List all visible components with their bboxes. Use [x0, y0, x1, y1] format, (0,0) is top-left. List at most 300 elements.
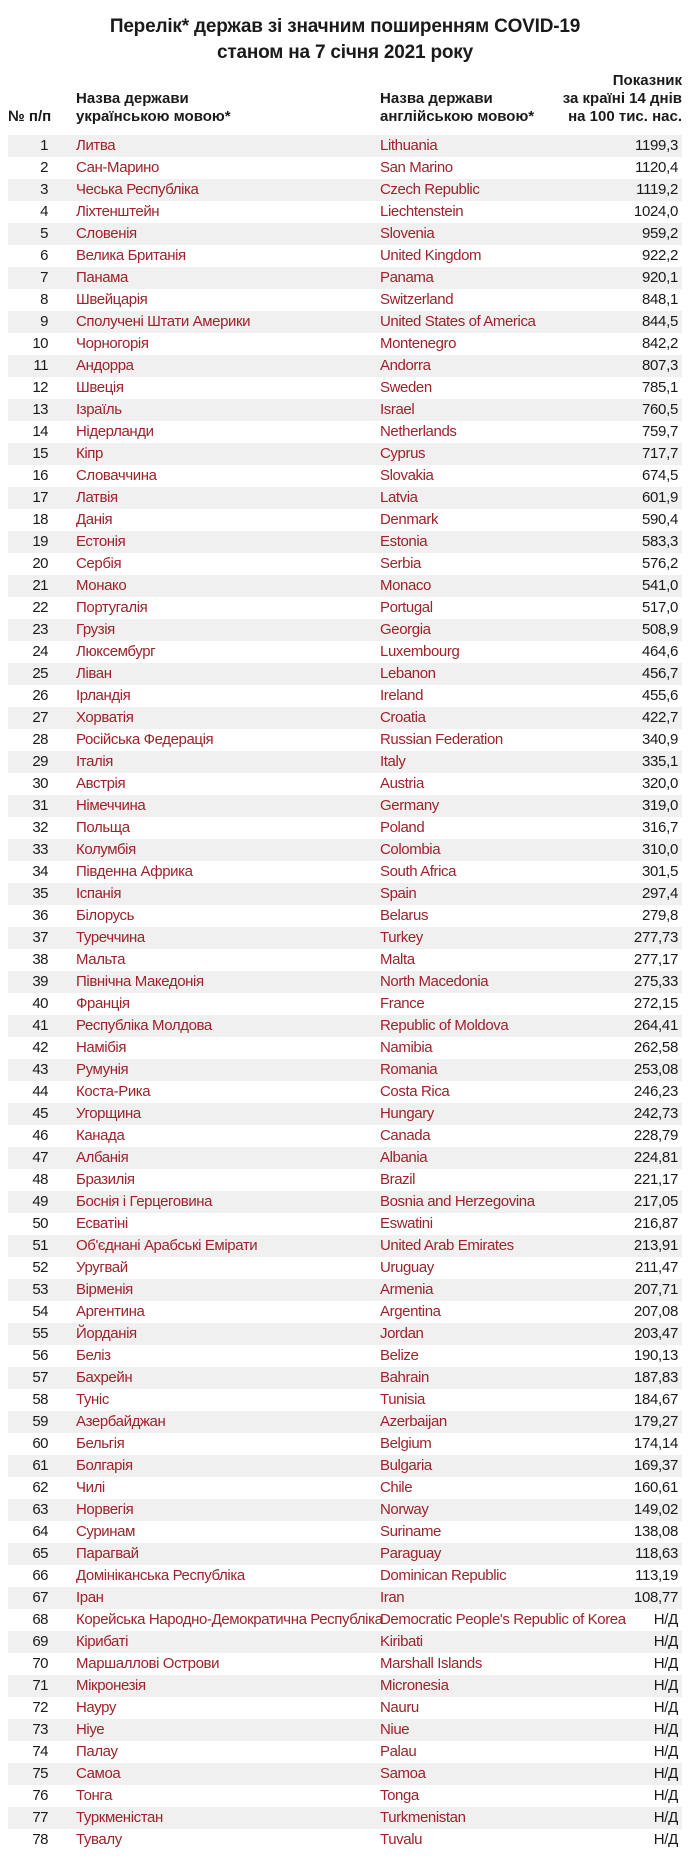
country-name-ukrainian: Словаччина — [76, 467, 157, 484]
indicator-value: 217,05 — [633, 1193, 678, 1210]
indicator-value: Н/Д — [653, 1655, 678, 1672]
country-name-english: Uruguay — [380, 1259, 434, 1276]
indicator-value: 310,0 — [641, 841, 678, 858]
table-row — [8, 157, 682, 179]
country-name-ukrainian: Ізраїль — [76, 401, 122, 418]
indicator-value: 842,2 — [641, 335, 678, 352]
country-name-ukrainian: Намібія — [76, 1039, 127, 1056]
indicator-value: 253,08 — [633, 1061, 678, 1078]
title-line-2: станом на 7 січня 2021 року — [217, 42, 473, 63]
row-number: 77 — [32, 1809, 48, 1826]
row-number: 60 — [32, 1435, 48, 1452]
country-name-ukrainian: Російська Федерація — [76, 731, 214, 748]
country-name-english: Bulgaria — [380, 1457, 432, 1474]
country-name-english: Eswatini — [380, 1215, 433, 1232]
indicator-value: 508,9 — [641, 621, 678, 638]
indicator-value: Н/Д — [653, 1765, 678, 1782]
table-row — [8, 1191, 682, 1213]
country-name-english: Ireland — [380, 687, 424, 704]
indicator-value: 576,2 — [641, 555, 678, 572]
indicator-value: 301,5 — [641, 863, 678, 880]
country-name-english: Panama — [380, 269, 434, 286]
country-name-english: United States of America — [380, 313, 536, 330]
country-name-english: Turkey — [380, 929, 423, 946]
table-row — [8, 245, 682, 267]
country-name-english: South Africa — [380, 863, 457, 880]
country-name-english: Liechtenstein — [380, 203, 464, 220]
country-name-ukrainian: Республіка Молдова — [76, 1017, 212, 1034]
row-number: 25 — [32, 665, 48, 682]
country-name-ukrainian: Палау — [76, 1743, 118, 1760]
table-row — [8, 421, 682, 443]
indicator-value: Н/Д — [653, 1677, 678, 1694]
indicator-value: 316,7 — [641, 819, 678, 836]
table-row — [8, 1213, 682, 1235]
country-name-ukrainian: Кірибаті — [76, 1633, 129, 1650]
country-name-ukrainian: Тувалу — [76, 1831, 122, 1848]
indicator-value: Н/Д — [653, 1809, 678, 1826]
row-number: 72 — [32, 1699, 48, 1716]
indicator-value: 118,63 — [635, 1545, 678, 1562]
row-number: 6 — [40, 247, 48, 264]
row-number: 74 — [32, 1743, 48, 1760]
header-name-english — [380, 90, 534, 126]
country-name-ukrainian: Люксембург — [76, 643, 156, 660]
row-number: 58 — [32, 1391, 48, 1408]
country-name-english: Chile — [380, 1479, 413, 1496]
country-name-english: Republic of Moldova — [380, 1017, 509, 1034]
country-name-english: Sweden — [380, 379, 432, 396]
country-name-english: Netherlands — [380, 423, 457, 440]
country-name-ukrainian: Аргентина — [76, 1303, 145, 1320]
country-name-english: Samoa — [380, 1765, 426, 1782]
table-row — [8, 1367, 682, 1389]
country-name-ukrainian: Ліван — [76, 665, 112, 682]
row-number: 51 — [32, 1237, 48, 1254]
table-row — [8, 1653, 682, 1675]
row-number: 64 — [32, 1523, 48, 1540]
table-row — [8, 1675, 682, 1697]
table-row — [8, 1257, 682, 1279]
indicator-value: 759,7 — [641, 423, 678, 440]
row-number: 36 — [32, 907, 48, 924]
header-indicator — [563, 72, 682, 126]
country-name-english: Norway — [380, 1501, 429, 1518]
country-name-english: Latvia — [380, 489, 418, 506]
table-row — [8, 839, 682, 861]
indicator-value: 272,15 — [633, 995, 678, 1012]
country-name-english: Armenia — [380, 1281, 434, 1298]
row-number: 40 — [32, 995, 48, 1012]
row-number: 27 — [32, 709, 48, 726]
country-name-ukrainian: Боснія і Герцеговина — [76, 1193, 213, 1210]
country-name-english: Marshall Islands — [380, 1655, 482, 1672]
country-name-english: Niue — [380, 1721, 410, 1738]
country-name-english: Suriname — [380, 1523, 441, 1540]
table-row — [8, 1499, 682, 1521]
indicator-value: 922,2 — [641, 247, 678, 264]
table-row — [8, 1345, 682, 1367]
table-row — [8, 1323, 682, 1345]
row-number: 3 — [40, 181, 48, 198]
indicator-value: 179,27 — [633, 1413, 678, 1430]
country-name-ukrainian: Італія — [76, 753, 114, 770]
country-name-ukrainian: Португалія — [76, 599, 148, 616]
country-name-ukrainian: Бахрейн — [76, 1369, 133, 1386]
indicator-value: 228,79 — [633, 1127, 678, 1144]
row-number: 38 — [32, 951, 48, 968]
indicator-value: 160,61 — [633, 1479, 678, 1496]
table-row — [8, 1301, 682, 1323]
country-name-english: United Kingdom — [380, 247, 482, 264]
country-name-ukrainian: Іспанія — [76, 885, 122, 902]
table-row — [8, 1235, 682, 1257]
row-number: 73 — [32, 1721, 48, 1738]
country-name-english: Turkmenistan — [380, 1809, 466, 1826]
country-name-english: San Marino — [380, 159, 453, 176]
country-name-english: Switzerland — [380, 291, 454, 308]
indicator-value: Н/Д — [653, 1633, 678, 1650]
row-number: 63 — [32, 1501, 48, 1518]
country-name-english: Azerbaijan — [380, 1413, 447, 1430]
row-number: 30 — [32, 775, 48, 792]
country-name-english: Jordan — [380, 1325, 424, 1342]
indicator-value: 275,33 — [633, 973, 678, 990]
table-row — [8, 1807, 682, 1829]
indicator-value: 221,17 — [633, 1171, 678, 1188]
row-number: 46 — [32, 1127, 48, 1144]
table-row — [8, 905, 682, 927]
indicator-value: 174,14 — [633, 1435, 678, 1452]
table-row — [8, 509, 682, 531]
country-name-ukrainian: Норвегія — [76, 1501, 134, 1518]
country-name-ukrainian: Чеська Республіка — [76, 181, 199, 198]
header-number: № п/п — [8, 108, 52, 125]
country-name-english: Portugal — [380, 599, 433, 616]
country-name-english: Tunisia — [380, 1391, 425, 1408]
country-name-ukrainian: Румунія — [76, 1061, 129, 1078]
country-name-ukrainian: Естонія — [76, 533, 126, 550]
country-name-ukrainian: Вірменія — [76, 1281, 133, 1298]
indicator-value: 207,71 — [633, 1281, 678, 1298]
row-number: 8 — [40, 291, 48, 308]
table-row — [8, 223, 682, 245]
country-name-ukrainian: Ліхтенштейн — [76, 203, 160, 220]
indicator-value: 246,23 — [633, 1083, 678, 1100]
country-name-english: Czech Republic — [380, 181, 480, 198]
row-number: 35 — [32, 885, 48, 902]
indicator-value: 848,1 — [641, 291, 678, 308]
row-number: 65 — [32, 1545, 48, 1562]
country-name-english: United Arab Emirates — [380, 1237, 514, 1254]
header-ua-line-2: українською мовою* — [76, 108, 231, 125]
indicator-value: 920,1 — [641, 269, 678, 286]
country-name-ukrainian: Хорватія — [76, 709, 134, 726]
table-row — [8, 883, 682, 905]
row-number: 76 — [32, 1787, 48, 1804]
row-number: 41 — [32, 1017, 48, 1034]
country-name-ukrainian: Албанія — [76, 1149, 129, 1166]
table-row — [8, 443, 682, 465]
indicator-value: 190,13 — [633, 1347, 678, 1364]
row-number: 44 — [32, 1083, 48, 1100]
indicator-value: 138,08 — [633, 1523, 678, 1540]
row-number: 24 — [32, 643, 48, 660]
indicator-value: 456,7 — [641, 665, 678, 682]
indicator-value: 541,0 — [641, 577, 678, 594]
table-row — [8, 817, 682, 839]
country-name-english: Kiribati — [380, 1633, 423, 1650]
indicator-value: 213,91 — [633, 1237, 678, 1254]
indicator-value: Н/Д — [653, 1699, 678, 1716]
country-name-english: Colombia — [380, 841, 441, 858]
row-number: 14 — [32, 423, 48, 440]
indicator-value: 674,5 — [641, 467, 678, 484]
country-name-english: Bahrain — [380, 1369, 429, 1386]
country-name-ukrainian: Чилі — [76, 1479, 105, 1496]
table-row — [8, 531, 682, 553]
country-name-english: Croatia — [380, 709, 426, 726]
country-name-ukrainian: Канада — [76, 1127, 125, 1144]
row-number: 78 — [32, 1831, 48, 1848]
row-number: 22 — [32, 599, 48, 616]
country-name-english: Georgia — [380, 621, 431, 638]
table-row — [8, 1741, 682, 1763]
table-row — [8, 1521, 682, 1543]
country-name-ukrainian: Парагвай — [76, 1545, 139, 1562]
row-number: 52 — [32, 1259, 48, 1276]
indicator-value: 187,83 — [633, 1369, 678, 1386]
table-row — [8, 1609, 682, 1631]
table-row — [8, 641, 682, 663]
indicator-value: 113,19 — [635, 1567, 678, 1584]
row-number: 56 — [32, 1347, 48, 1364]
table-row — [8, 773, 682, 795]
country-name-ukrainian: Ніуе — [76, 1721, 105, 1738]
country-name-ukrainian: Данія — [76, 511, 113, 528]
row-number: 13 — [32, 401, 48, 418]
country-name-english: Paraguay — [380, 1545, 442, 1562]
row-number: 66 — [32, 1567, 48, 1584]
country-name-english: Lebanon — [380, 665, 436, 682]
country-name-english: Denmark — [380, 511, 439, 528]
table-row — [8, 355, 682, 377]
country-name-english: Iran — [380, 1589, 405, 1606]
indicator-value: Н/Д — [653, 1611, 678, 1628]
country-name-english: Monaco — [380, 577, 431, 594]
country-name-ukrainian: Австрія — [76, 775, 126, 792]
indicator-value: 335,1 — [641, 753, 678, 770]
table-row — [8, 487, 682, 509]
row-number: 5 — [40, 225, 48, 242]
country-name-english: Namibia — [380, 1039, 433, 1056]
indicator-value: 320,0 — [641, 775, 678, 792]
country-name-ukrainian: Мікронезія — [76, 1677, 146, 1694]
row-number: 19 — [32, 533, 48, 550]
country-name-ukrainian: Самоа — [76, 1765, 121, 1782]
country-name-ukrainian: Беліз — [76, 1347, 111, 1364]
country-name-ukrainian: Монако — [76, 577, 127, 594]
table-row — [8, 861, 682, 883]
table-header — [0, 56, 690, 132]
table-row — [8, 1169, 682, 1191]
table-row — [8, 377, 682, 399]
row-number: 1 — [40, 137, 48, 154]
country-name-english: Hungary — [380, 1105, 434, 1122]
row-number: 12 — [32, 379, 48, 396]
header-val-line-3: на 100 тис. нас. — [568, 108, 682, 125]
table-row — [8, 311, 682, 333]
row-number: 67 — [32, 1589, 48, 1606]
indicator-value: 717,7 — [641, 445, 678, 462]
country-name-ukrainian: Есватіні — [76, 1215, 128, 1232]
indicator-value: 184,67 — [633, 1391, 678, 1408]
country-name-english: Luxembourg — [380, 643, 460, 660]
country-name-english: Slovakia — [380, 467, 434, 484]
indicator-value: 224,81 — [633, 1149, 678, 1166]
table-row — [8, 1147, 682, 1169]
country-name-ukrainian: Латвія — [76, 489, 118, 506]
country-name-english: Lithuania — [380, 137, 438, 154]
indicator-value: 1024,0 — [633, 203, 678, 220]
row-number: 34 — [32, 863, 48, 880]
country-name-english: Micronesia — [380, 1677, 449, 1694]
country-name-english: Nauru — [380, 1699, 419, 1716]
table-row — [8, 1037, 682, 1059]
country-name-ukrainian: Домініканська Республіка — [76, 1567, 245, 1584]
country-name-ukrainian: Корейська Народно-Демократична Республіка — [76, 1611, 383, 1628]
country-name-english: Estonia — [380, 533, 428, 550]
row-number: 31 — [32, 797, 48, 814]
country-name-english: Bosnia and Herzegovina — [380, 1193, 535, 1210]
row-number: 57 — [32, 1369, 48, 1386]
country-name-ukrainian: Іран — [76, 1589, 104, 1606]
table-row — [8, 927, 682, 949]
country-name-english: Andorra — [380, 357, 431, 374]
table-row — [8, 597, 682, 619]
country-name-ukrainian: Північна Македонія — [76, 973, 204, 990]
table-row — [8, 267, 682, 289]
row-number: 17 — [32, 489, 48, 506]
country-name-ukrainian: Угорщина — [76, 1105, 141, 1122]
table-row — [8, 1587, 682, 1609]
table-row — [8, 993, 682, 1015]
country-name-english: Tuvalu — [380, 1831, 423, 1848]
indicator-value: 455,6 — [641, 687, 678, 704]
country-name-ukrainian: Тонга — [76, 1787, 113, 1804]
row-number: 20 — [32, 555, 48, 572]
indicator-value: 590,4 — [641, 511, 678, 528]
country-name-english: Albania — [380, 1149, 428, 1166]
table-row — [8, 663, 682, 685]
country-name-ukrainian: Кіпр — [76, 445, 103, 462]
table-row — [8, 1829, 682, 1851]
table-row — [8, 707, 682, 729]
country-name-english: Spain — [380, 885, 417, 902]
indicator-value: 1119,2 — [636, 181, 678, 198]
table-row — [8, 1411, 682, 1433]
indicator-value: 601,9 — [641, 489, 678, 506]
table-row — [8, 1015, 682, 1037]
country-name-english: Russian Federation — [380, 731, 503, 748]
country-name-ukrainian: Маршаллові Острови — [76, 1655, 220, 1672]
table-row — [8, 1389, 682, 1411]
country-name-ukrainian: Мальта — [76, 951, 126, 968]
country-name-ukrainian: Швеція — [76, 379, 124, 396]
row-number: 10 — [32, 335, 48, 352]
row-number: 75 — [32, 1765, 48, 1782]
row-number: 32 — [32, 819, 48, 836]
table-row — [8, 1631, 682, 1653]
country-name-english: North Macedonia — [380, 973, 489, 990]
row-number: 50 — [32, 1215, 48, 1232]
indicator-value: 422,7 — [641, 709, 678, 726]
country-name-ukrainian: Болгарія — [76, 1457, 133, 1474]
table-row — [8, 949, 682, 971]
indicator-value: Н/Д — [653, 1787, 678, 1804]
row-number: 59 — [32, 1413, 48, 1430]
country-name-english: Democratic People's Republic of Korea — [380, 1611, 626, 1628]
table-row — [8, 619, 682, 641]
indicator-value: 203,47 — [633, 1325, 678, 1342]
country-name-ukrainian: Литва — [76, 137, 116, 154]
country-name-english: Poland — [380, 819, 425, 836]
table-row — [8, 553, 682, 575]
country-name-ukrainian: Колумбія — [76, 841, 136, 858]
table-row — [8, 1125, 682, 1147]
indicator-value: 242,73 — [633, 1105, 678, 1122]
table-row — [8, 971, 682, 993]
row-number: 39 — [32, 973, 48, 990]
country-name-english: Montenegro — [380, 335, 457, 352]
country-name-ukrainian: Сполучені Штати Америки — [76, 313, 251, 330]
table-row — [8, 1103, 682, 1125]
country-name-english: France — [380, 995, 425, 1012]
row-number: 53 — [32, 1281, 48, 1298]
title-line-1: Перелік* держав зі значним поширенням COVID-19 — [109, 16, 581, 37]
indicator-value: 583,3 — [641, 533, 678, 550]
country-name-english: Romania — [380, 1061, 438, 1078]
row-number: 23 — [32, 621, 48, 638]
country-name-ukrainian: Бельгія — [76, 1435, 125, 1452]
indicator-value: 277,73 — [633, 929, 678, 946]
row-number: 47 — [32, 1149, 48, 1166]
indicator-value: Н/Д — [653, 1721, 678, 1738]
indicator-value: 277,17 — [633, 951, 678, 968]
header-ua-line-1: Назва держави — [76, 90, 189, 107]
row-number: 61 — [32, 1457, 48, 1474]
indicator-value: 464,6 — [641, 643, 678, 660]
country-name-ukrainian: Об'єднані Арабські Емірати — [76, 1237, 258, 1254]
row-number: 2 — [40, 159, 48, 176]
country-name-ukrainian: Науру — [76, 1699, 117, 1716]
country-name-ukrainian: Словенія — [76, 225, 137, 242]
indicator-value: 207,08 — [633, 1303, 678, 1320]
country-name-ukrainian: Туреччина — [76, 929, 145, 946]
row-number: 43 — [32, 1061, 48, 1078]
row-number: 71 — [32, 1677, 48, 1694]
country-name-english: Dominican Republic — [380, 1567, 507, 1584]
country-name-ukrainian: Чорногорія — [76, 335, 149, 352]
country-name-ukrainian: Андорра — [76, 357, 134, 374]
table-row — [8, 135, 682, 157]
indicator-value: 1199,3 — [635, 137, 678, 154]
table-row — [8, 1543, 682, 1565]
table-row — [8, 1477, 682, 1499]
table-row — [8, 1059, 682, 1081]
row-number: 70 — [32, 1655, 48, 1672]
table-row — [8, 1785, 682, 1807]
